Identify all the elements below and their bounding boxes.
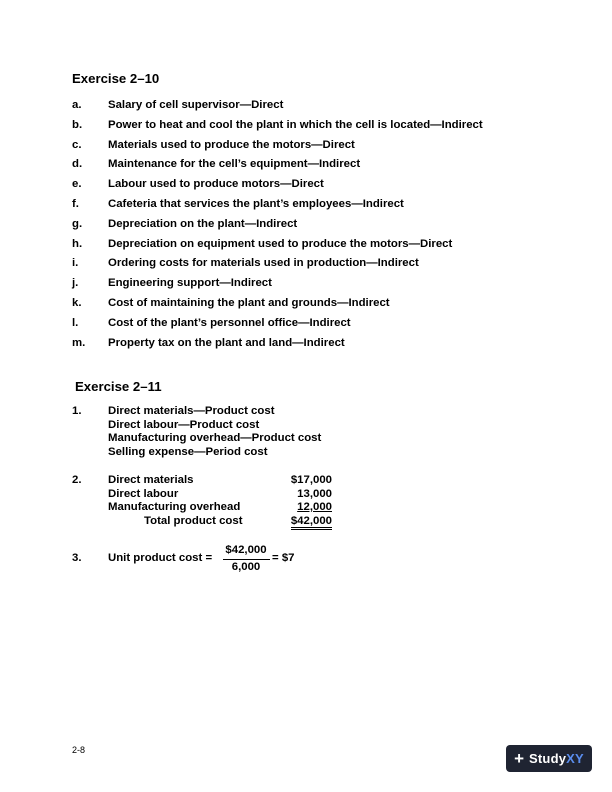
item-text: Salary of cell supervisor—Direct [108, 99, 284, 111]
item-text: Maintenance for the cell’s equipment—Indirect [108, 158, 361, 170]
studyxy-logo-text [529, 751, 584, 766]
studyxy-badge[interactable] [506, 745, 592, 772]
item-letter: m. [72, 337, 86, 349]
item-letter: g. [72, 218, 83, 230]
item-text: Labour used to produce motors—Direct [108, 178, 324, 190]
item-letter: l. [72, 317, 79, 329]
item-text: Depreciation on equipment used to produce the motors—Direct [108, 238, 453, 250]
part-1-number: 1. [72, 405, 82, 417]
item-text: Cafeteria that services the plant’s employees—Indirect [108, 198, 404, 210]
brand-main: Study [529, 751, 567, 766]
item-letter: c. [72, 139, 82, 151]
fraction-numerator: $42,000 [225, 544, 267, 556]
cost-row-amount: $17,000 [290, 474, 332, 486]
item-text: Engineering support—Indirect [108, 277, 272, 289]
unit-cost-result: = $7 [272, 552, 295, 564]
cost-row-amount [272, 501, 332, 513]
item-letter: e. [72, 178, 82, 190]
unit-cost-label: Unit product cost = [108, 552, 213, 564]
part-1-line: Direct materials—Product cost [108, 405, 275, 417]
item-letter: h. [72, 238, 83, 250]
cost-row-label: Direct materials [108, 474, 194, 486]
part-2-number: 2. [72, 474, 82, 486]
item-text: Cost of maintaining the plant and grounds—Indirect [108, 297, 390, 309]
fraction-bar [223, 559, 270, 560]
total-label: Total product cost [144, 515, 243, 527]
cost-row-label: Manufacturing overhead [108, 501, 241, 513]
cost-row-amount: 13,000 [297, 488, 332, 500]
item-letter: i. [72, 257, 79, 269]
item-letter: d. [72, 158, 83, 170]
plus-icon: + [514, 749, 525, 768]
part-3-number: 3. [72, 552, 82, 564]
fraction-denominator: 6,000 [231, 561, 261, 573]
item-letter: k. [72, 297, 82, 309]
part-1-line: Selling expense—Period cost [108, 446, 268, 458]
part-1-line: Direct labour—Product cost [108, 419, 260, 431]
item-text: Depreciation on the plant—Indirect [108, 218, 298, 230]
item-text: Materials used to produce the motors—Direct [108, 139, 355, 151]
item-text: Power to heat and cool the plant in which the cell is located—Indirect [108, 119, 483, 131]
cost-row-amount-underlined: 12,000 [297, 501, 332, 513]
total-amount-double-underlined: $42,000 [291, 515, 332, 530]
item-letter: a. [72, 99, 82, 111]
brand-accent: XY [566, 751, 584, 766]
item-letter: b. [72, 119, 83, 131]
item-letter: f. [72, 198, 79, 210]
item-text: Ordering costs for materials used in production—Indirect [108, 257, 419, 269]
cost-row-label: Direct labour [108, 488, 179, 500]
item-letter: j. [72, 277, 79, 289]
page-number: 2-8 [72, 745, 86, 755]
part-1-line: Manufacturing overhead—Product cost [108, 432, 322, 444]
item-text: Cost of the plant’s personnel office—Indirect [108, 317, 351, 329]
total-amount [272, 515, 332, 527]
item-text: Property tax on the plant and land—Indirect [108, 337, 345, 349]
exercise-2-11-title: Exercise 2–11 [75, 379, 162, 394]
exercise-2-10-title: Exercise 2–10 [72, 71, 160, 86]
